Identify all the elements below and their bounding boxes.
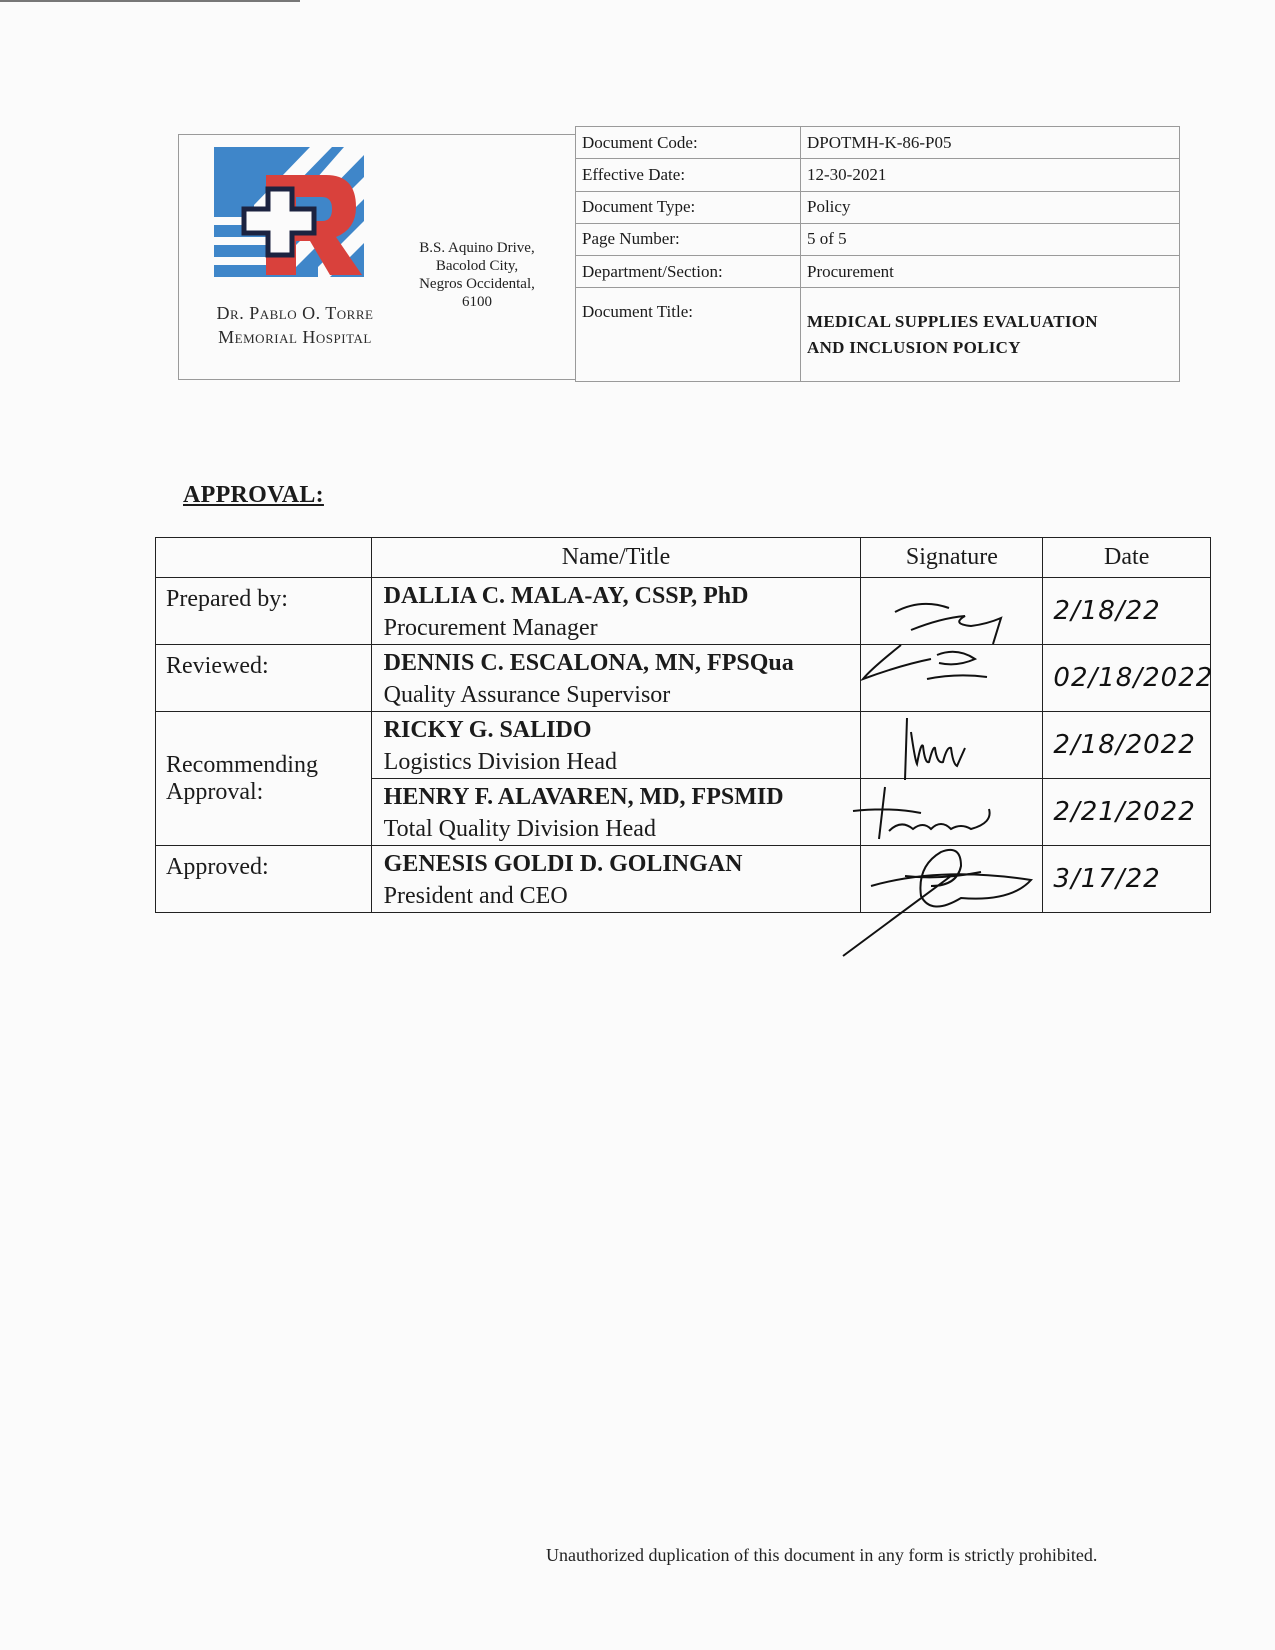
signatory-name: DALLIA C. MALA-AY, CSSP, PhD: [383, 583, 749, 609]
hospital-address: [407, 239, 547, 311]
name-title-cell: [371, 578, 861, 645]
table-row: [156, 578, 1211, 645]
meta-label: Page Number:: [576, 223, 801, 255]
document-title-line1: MEDICAL SUPPLIES EVALUATION: [807, 311, 1098, 331]
document-title-line2: AND INCLUSION POLICY: [807, 337, 1021, 357]
signatory-title: Quality Assurance Supervisor: [383, 682, 671, 708]
date-cell: [1043, 712, 1211, 779]
name-title-cell: [371, 712, 861, 779]
scan-edge-line: [0, 0, 300, 2]
signatory-name: DENNIS C. ESCALONA, MN, FPSQua: [383, 650, 794, 676]
signed-date: 2/18/22: [1053, 596, 1161, 626]
name-title-cell: [371, 779, 861, 846]
table-row: [156, 846, 1211, 913]
signatory-title: Total Quality Division Head: [383, 816, 656, 842]
meta-label: Document Code:: [576, 127, 801, 159]
meta-value: 12-30-2021: [801, 159, 1180, 191]
address-line3: Negros Occidental,: [419, 276, 535, 292]
meta-row: [576, 127, 1180, 159]
date-cell: [1043, 779, 1211, 846]
meta-label: Document Type:: [576, 191, 801, 223]
role-approved: Approved:: [156, 846, 372, 913]
signature-icon: [861, 779, 1047, 845]
signature-cell: [861, 578, 1043, 645]
meta-value: 5 of 5: [801, 223, 1180, 255]
duplication-notice: Unauthorized duplication of this document in any form is strictly prohibited.: [546, 1545, 1098, 1565]
approval-heading: APPROVAL:: [183, 482, 324, 508]
meta-row: [576, 159, 1180, 191]
signature-icon: [861, 846, 1047, 912]
role-prepared: Prepared by:: [156, 578, 372, 645]
meta-row: [576, 256, 1180, 288]
date-cell: [1043, 645, 1214, 712]
meta-label: Effective Date:: [576, 159, 801, 191]
document-meta-table: [575, 126, 1180, 382]
signatory-name: HENRY F. ALAVAREN, MD, FPSMID: [383, 784, 784, 810]
signature-cell: [861, 779, 1043, 846]
signature-icon: [861, 712, 1047, 778]
hospital-name-line2: Memorial Hospital: [218, 327, 372, 347]
meta-label: Department/Section:: [576, 256, 801, 288]
signed-date: 2/21/2022: [1053, 797, 1196, 827]
meta-value: Policy: [801, 191, 1180, 223]
meta-value: Procurement: [801, 256, 1180, 288]
document-title: [801, 288, 1180, 382]
signatory-name: GENESIS GOLDI D. GOLINGAN: [383, 851, 743, 877]
logo-cell: [178, 134, 575, 380]
signature-cell: [861, 712, 1043, 779]
hospital-name: [185, 301, 405, 349]
signature-icon: [861, 645, 1047, 711]
table-row: [156, 645, 1211, 712]
role-recommending-line1: Recommending: [166, 751, 318, 778]
role-reviewed: Reviewed:: [156, 645, 372, 712]
signature-icon: [861, 578, 1047, 644]
meta-row: [576, 223, 1180, 255]
address-line1: B.S. Aquino Drive,: [419, 240, 535, 256]
hospital-name-line1: Dr. Pablo O. Torre: [216, 303, 374, 323]
signature-cell: [861, 846, 1043, 913]
table-row: [156, 712, 1211, 779]
role-recommending-line2: Approval:: [166, 778, 264, 805]
signatory-title: President and CEO: [383, 883, 568, 909]
column-signature: Signature: [861, 538, 1043, 578]
signatory-title: Procurement Manager: [383, 615, 598, 641]
hospital-logo-icon: [214, 147, 370, 299]
header-blank: [156, 538, 372, 578]
signature-cell: [861, 645, 1043, 712]
meta-row-title: [576, 288, 1180, 382]
title-label: Document Title:: [576, 288, 801, 382]
approval-header-row: [156, 538, 1211, 578]
date-cell: [1043, 846, 1211, 913]
signatory-title: Logistics Division Head: [383, 749, 617, 775]
meta-value: DPOTMH-K-86-P05: [801, 127, 1180, 159]
meta-row: [576, 191, 1180, 223]
signed-date: 02/18/2022: [1053, 663, 1214, 693]
address-line2: Bacolod City,: [435, 258, 519, 274]
approval-table: [155, 537, 1214, 913]
address-line4: 6100: [462, 294, 492, 310]
name-title-cell: [371, 846, 861, 913]
document-header: [178, 126, 1180, 384]
role-recommending: [156, 712, 372, 846]
name-title-cell: [371, 645, 861, 712]
date-cell: [1043, 578, 1211, 645]
column-date: Date: [1043, 538, 1211, 578]
column-name-title: Name/Title: [371, 538, 861, 578]
signed-date: 2/18/2022: [1053, 730, 1196, 760]
signed-date: 3/17/22: [1053, 864, 1161, 894]
signatory-name: RICKY G. SALIDO: [383, 717, 592, 743]
